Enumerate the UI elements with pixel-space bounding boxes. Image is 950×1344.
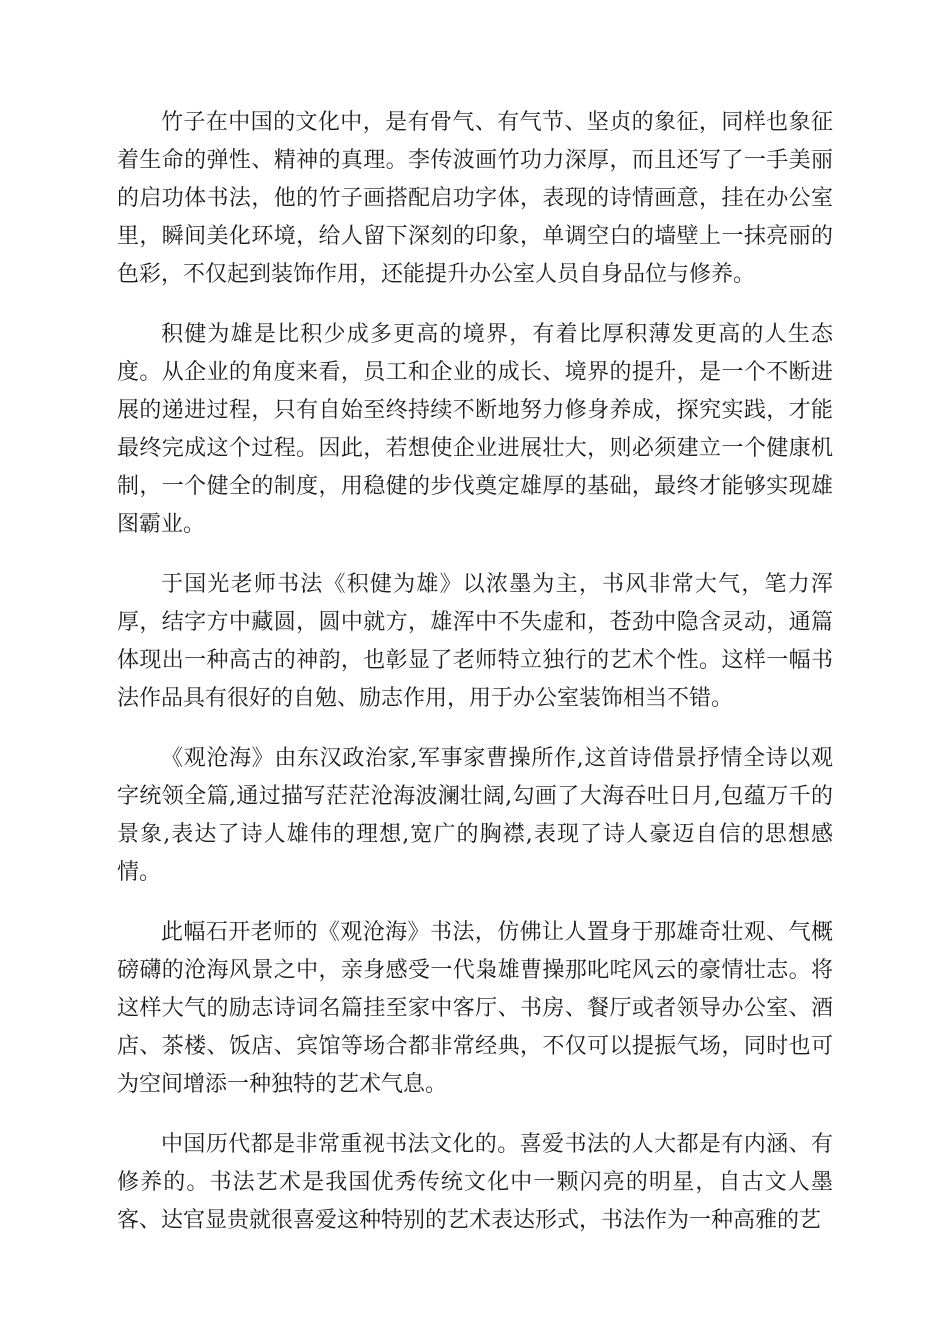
paragraph-2: 积健为雄是比积少成多更高的境界，有着比厚积薄发更高的人生态度。从企业的角度来看，员工和企业的成长、境界的提升，是一个不断进展的递进过程，只有自始至终持续不断地努力修身养成，探究实践，才能最终完成这个过程。因此，若想使企业进展壮大，则必须建立一个健康机制，一个健全的制度，用稳健的步伐奠定雄厚的基础，最终才能够实现雄图霸业。 <box>117 322 833 537</box>
paragraph-5: 此幅石开老师的《观沧海》书法，仿佛让人置身于那雄奇壮观、气概磅礴的沧海风景之中，亲身感受一代枭雄曹操那叱咤风云的豪情壮志。将这样大气的励志诗词名篇挂至家中客厅、书房、餐厅或者领导办公室、酒店、茶楼、饭店、宾馆等场合都非常经典，不仅可以提振气场，同时也可为空间增添一种独特的艺术气息。 <box>117 920 833 1097</box>
paragraph-3: 于国光老师书法《积健为雄》以浓墨为主，书风非常大气，笔力浑厚，结字方中藏圆，圆中就方，雄浑中不失虚和，苍劲中隐含灵动，通篇体现出一种高古的神韵，也彰显了老师特立独行的艺术个性。这样一幅书法作品具有很好的自勉、励志作用，用于办公室装饰相当不错。 <box>117 572 833 711</box>
paragraph-1: 竹子在中国的文化中，是有骨气、有气节、坚贞的象征，同样也象征着生命的弹性、精神的真理。李传波画竹功力深厚，而且还写了一手美丽的启功体书法，他的竹子画搭配启功字体，表现的诗情画意，挂在办公室里，瞬间美化环境，给人留下深刻的印象，单调空白的墙壁上一抹亮丽的色彩，不仅起到装饰作用，还能提升办公室人员自身品位与修养。 <box>117 110 833 287</box>
document-body <box>117 104 833 1240</box>
paragraph-6: 中国历代都是非常重视书法文化的。喜爱书法的人大都是有内涵、有修养的。书法艺术是我国优秀传统文化中一颗闪亮的明星，自古文人墨客、达官显贵就很喜爱这种特别的艺术表达形式，书法作为一种高雅的艺 <box>117 1132 833 1233</box>
paragraph-4: 《观沧海》由东汉政治家,军事家曹操所作,这首诗借景抒情全诗以观字统领全篇,通过描写茫茫沧海波澜壮阔,勾画了大海吞吐日月,包蕴万千的景象,表达了诗人雄伟的理想,宽广的胸襟,表现了诗人豪迈自信的思想感情。 <box>117 746 833 885</box>
